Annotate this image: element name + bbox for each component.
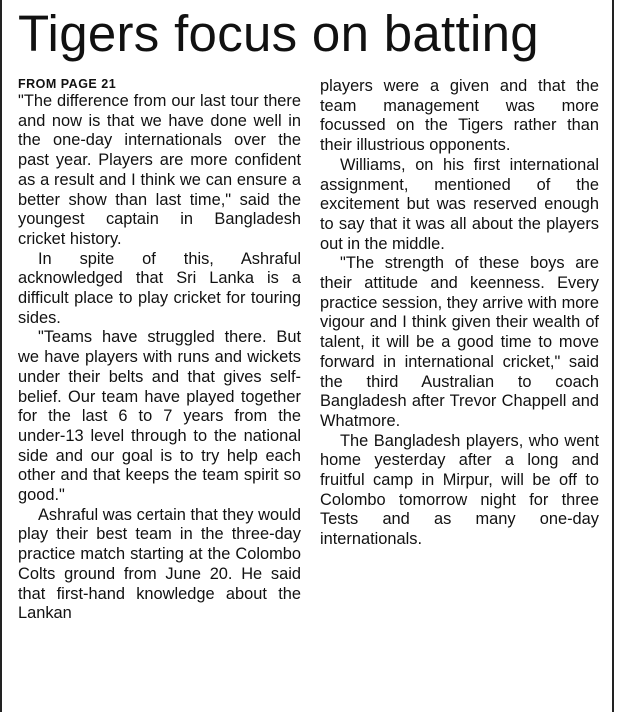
paragraph-sri-lanka-difficulty: In spite of this, Ashraful acknowledged that Sri Lanka is a difficult place to play cricket for touring sides.: [18, 249, 301, 327]
article-headline: Tigers focus on batting: [18, 5, 539, 62]
paragraph-captain-quote: "The difference from our last tour there and now is that we have done well in the one-day internationals over the past year. Players are more confident as a result and I think we can ensure a better show than last time," said the youngest captain in Bangladesh cricket history.: [18, 92, 301, 248]
paragraph-continuation: players were a given and that the team management was more focussed on the Tigers rather than their illustrious opponents.: [320, 77, 599, 155]
paragraph-team-spirit-quote: "Teams have struggled there. But we have players with runs and wickets under their belts and that gives self-belief. Our team have played together for the last 6 to 7 years from the under-13 level through to the national side and our goal is to try help each other and that keeps the team spirit so good.": [18, 328, 301, 505]
left-frame-border: [0, 0, 2, 712]
right-frame-border: [612, 0, 614, 712]
paragraph-williams-assignment: Williams, on his first international assignment, mentioned of the excitement but was reserved enough to say that it was all about the players out in the middle.: [320, 155, 599, 253]
article-column-right: [320, 77, 599, 550]
paragraph-departure: The Bangladesh players, who went home yesterday after a long and fruitful camp in Mirpur, will be off to Colombo tomorrow night for three Tests and as many one-day internationals.: [320, 431, 599, 549]
continuation-kicker: FROM PAGE 21: [18, 77, 117, 91]
article-column-left: [18, 76, 301, 624]
paragraph-practice-match: Ashraful was certain that they would play their best team in the three-day practice match starting at the Colombo Colts ground from June 20. He said that first-hand knowledge about the Lankan: [18, 505, 301, 623]
paragraph-coach-quote: "The strength of these boys are their attitude and keenness. Every practice session, they arrive with more vigour and I think given their wealth of talent, it will be a good time to move forward in international cricket," said the third Australian to coach Bangladesh after Trevor Chappell and Whatmore.: [320, 254, 599, 430]
